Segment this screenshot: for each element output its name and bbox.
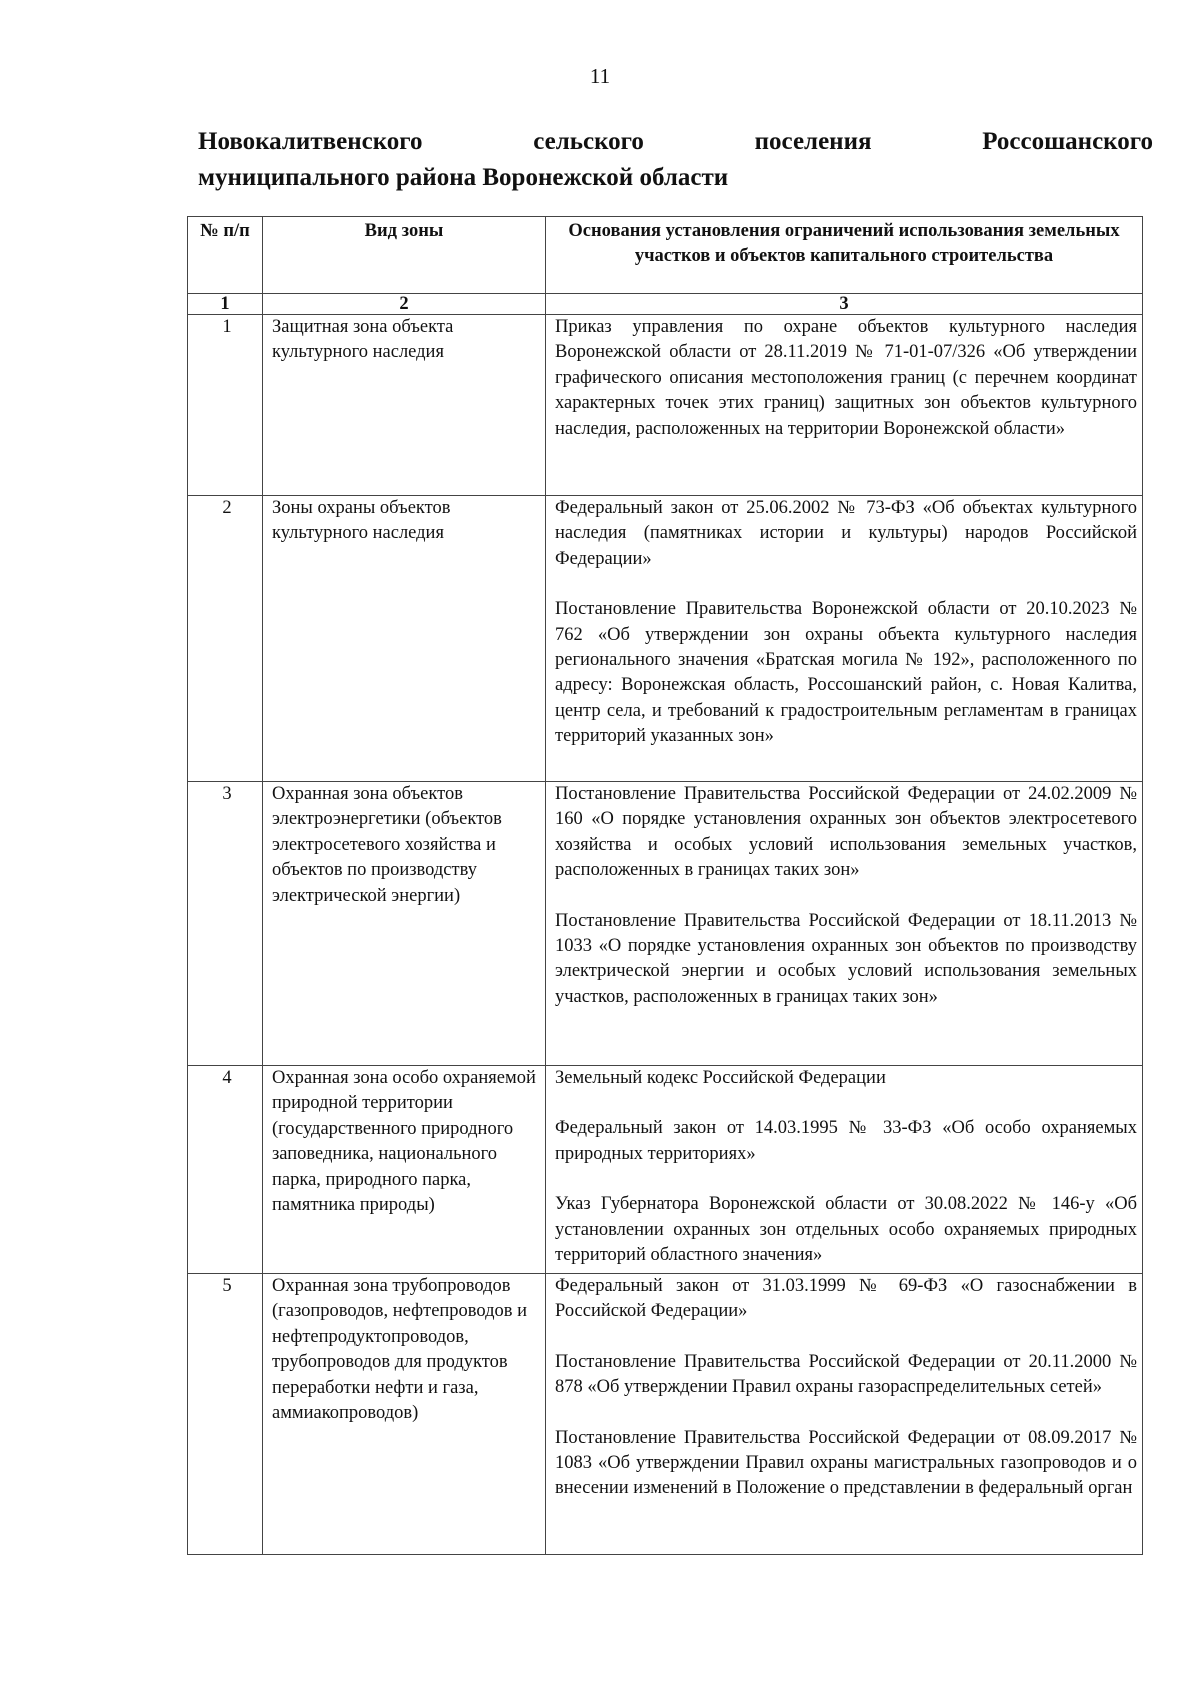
- basis-paragraph: Постановление Правительства Российской Федерации от 18.11.2013 № 1033 «О порядке установления охранных зон объектов по производству электрической энергии и особых условий использования земельных участков, расположенных в границах таких зон»: [555, 910, 1137, 1007]
- basis-paragraph: Приказ управления по охране объектов культурного наследия Воронежской области от 28.11.2019 № 71-01-07/326 «Об утверждении графического описания местоположения границ (с перечнем координат характерных точек этих границ) защитных зон объектов культурного наследия, расположенных на территории Воронежской области»: [555, 317, 1137, 439]
- basis-cell: [546, 782, 1143, 1066]
- row-number: 5: [188, 1274, 263, 1555]
- table-row: [188, 315, 1143, 496]
- basis-cell: [546, 496, 1143, 782]
- basis-paragraph: Федеральный закон от 31.03.1999 № 69-ФЗ «О газоснабжении в Российской Федерации»: [555, 1276, 1137, 1322]
- zone-type: Охранная зона трубопроводов (газопроводов, нефтепроводов и нефтепродуктопроводов, трубопроводов для продуктов переработки нефти и газа, аммиакопроводов): [263, 1274, 546, 1555]
- zone-type: Охранная зона особо охраняемой природной территории (государственного природного заповедника, национального парка, природного парка, памятника природы): [263, 1066, 546, 1274]
- row-number: 3: [188, 782, 263, 1066]
- basis-cell: [546, 315, 1143, 496]
- heading-word: Россошанского: [982, 128, 1153, 155]
- heading-word: Новокалитвенского: [198, 128, 423, 155]
- table-row: [188, 782, 1143, 1066]
- heading-word: сельского: [533, 128, 644, 155]
- zone-type: Защитная зона объекта культурного наследия: [263, 315, 546, 496]
- zone-type: Охранная зона объектов электроэнергетики (объектов электросетевого хозяйства и объектов по производству электрической энергии): [263, 782, 546, 1066]
- basis-paragraph: Постановление Правительства Воронежской области от 20.10.2023 № 762 «Об утверждении зон охраны объекта культурного наследия регионального значения «Братская могила № 192», расположенного по адресу: Воронежская область, Россошанский район, с. Новая Калитва, центр села, и требований к градостроительным регламентам в границах территорий указанных зон»: [555, 599, 1137, 747]
- column-number: 1: [188, 294, 263, 315]
- table-header-row: [188, 217, 1143, 294]
- basis-paragraph: Постановление Правительства Российской Федерации от 20.11.2000 № 878 «Об утверждении Правил охраны газораспределительных сетей»: [555, 1351, 1137, 1398]
- page-heading: [198, 124, 1153, 196]
- heading-line-2: муниципального района Воронежской области: [198, 164, 729, 191]
- row-number: 4: [188, 1066, 263, 1274]
- table-row: [188, 1274, 1143, 1555]
- basis-paragraph: Земельный кодекс Российской Федерации: [555, 1068, 886, 1088]
- header-zone-type: Вид зоны: [263, 217, 546, 294]
- heading-line-1: [198, 124, 1153, 160]
- basis-paragraph: Указ Губернатора Воронежской области от 30.08.2022 № 146-у «Об установлении охранных зон отдельных особо охраняемых природных территорий областного значения»: [555, 1194, 1137, 1266]
- zones-table: [187, 216, 1143, 1555]
- table-row: [188, 1066, 1143, 1274]
- zone-type: Зоны охраны объектов культурного наследия: [263, 496, 546, 782]
- basis-paragraph: Постановление Правительства Российской Федерации от 24.02.2009 № 160 «О порядке установления охранных зон объектов электросетевого хозяйства и особых условий использования земельных участков, расположенных в границах таких зон»: [555, 784, 1137, 881]
- header-number: № п/п: [188, 217, 263, 294]
- page-number: 11: [589, 64, 611, 88]
- row-number: 2: [188, 496, 263, 782]
- basis-paragraph: Постановление Правительства Российской Федерации от 08.09.2017 № 1083 «Об утверждении Правил охраны магистральных газопроводов и о внесении изменений в Положение о представлении в федеральный орган: [555, 1427, 1137, 1499]
- heading-word: поселения: [754, 128, 872, 155]
- table-row: [188, 496, 1143, 782]
- column-number-row: [188, 294, 1143, 315]
- basis-paragraph: Федеральный закон от 14.03.1995 № 33-ФЗ «Об особо охраняемых природных территориях»: [555, 1118, 1137, 1164]
- row-number: 1: [188, 315, 263, 496]
- column-number: 3: [546, 294, 1143, 315]
- column-number: 2: [263, 294, 546, 315]
- basis-paragraph: Федеральный закон от 25.06.2002 № 73-ФЗ «Об объектах культурного наследия (памятниках истории и культуры) народов Российской Федерации»: [555, 498, 1137, 569]
- header-basis: Основания установления ограничений использования земельных участков и объектов капитального строительства: [546, 217, 1143, 294]
- basis-cell: [546, 1066, 1143, 1274]
- basis-cell: [546, 1274, 1143, 1555]
